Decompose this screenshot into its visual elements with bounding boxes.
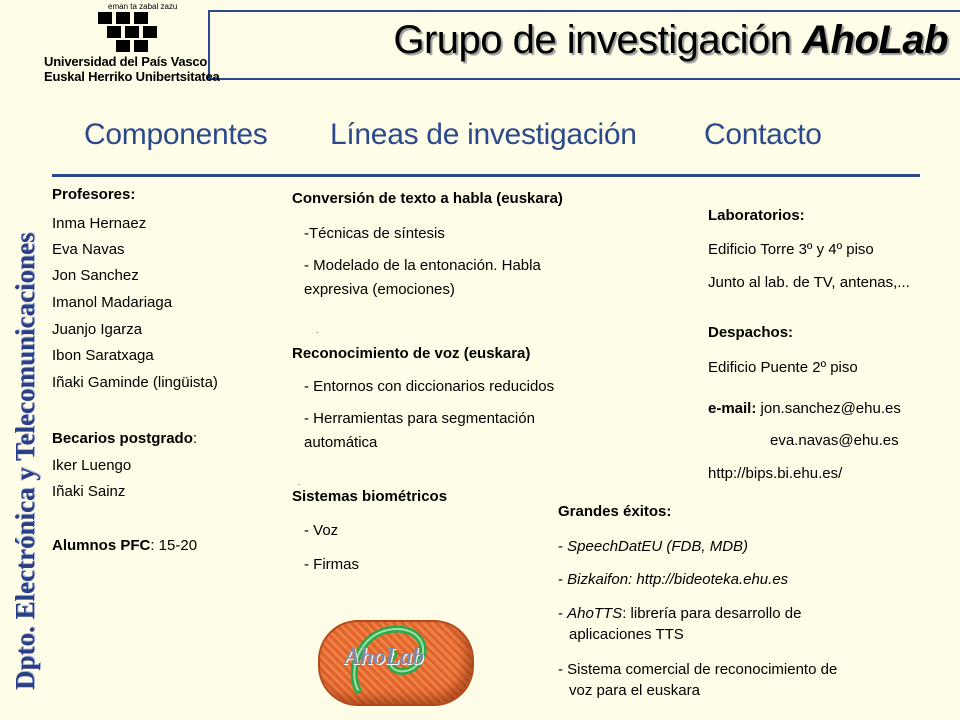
university-name: Universidad del País Vasco <box>44 54 208 69</box>
nav-lineas[interactable]: Líneas de investigación <box>330 118 637 151</box>
exito-item-cont: aplicaciones TTS <box>569 626 684 643</box>
tts-item: expresiva (emociones) <box>304 281 455 298</box>
separator-dot: . <box>316 326 319 335</box>
exito-item: - Sistema comercial de reconocimiento de <box>558 661 838 678</box>
nav-divider <box>52 174 920 177</box>
asr-item: - Herramientas para segmentación <box>304 410 535 427</box>
nav-componentes[interactable]: Componentes <box>84 118 268 151</box>
website-link[interactable]: http://bips.bi.ehu.es/ <box>708 465 843 482</box>
exito-item: - Bizkaifon: http://bideoteka.ehu.es <box>558 571 789 588</box>
university-name-basque: Euskal Herriko Unibertsitatea <box>44 69 220 84</box>
department-label: Dpto. Electrónica y Telecomunicaciones <box>10 232 40 690</box>
tts-item: -Técnicas de síntesis <box>304 225 445 242</box>
exito-item: - SpeechDatEU (FDB, MDB) <box>558 538 749 555</box>
lab-line: Edificio Torre 3º y 4º piso <box>708 241 874 258</box>
nav-contacto[interactable]: Contacto <box>704 118 822 151</box>
despachos-line: Edificio Puente 2º piso <box>708 359 858 376</box>
becario-item: Iker Luengo <box>52 457 132 474</box>
email-2[interactable]: eva.navas@ehu.es <box>770 432 899 449</box>
page-title: Grupo de investigación AhoLab <box>393 18 948 62</box>
tts-heading: Conversión de texto a habla (euskara) <box>292 190 563 207</box>
becarios-heading: Becarios postgrado: <box>52 430 198 447</box>
profesor-item: Jon Sanchez <box>52 267 139 284</box>
email-line: e-mail: jon.sanchez@ehu.es <box>708 400 901 417</box>
despachos-heading: Despachos: <box>708 324 794 341</box>
profesor-item: Iñaki Gaminde (lingüista) <box>52 374 218 391</box>
becario-item: Iñaki Sainz <box>52 483 126 500</box>
separator-dot: . <box>298 478 301 487</box>
profesor-item: Juanjo Igarza <box>52 321 143 338</box>
aholab-logo-text: AhoLab <box>344 644 425 670</box>
bio-heading: Sistemas biométricos <box>292 488 448 505</box>
logo-tagline: eman ta zabal zazu <box>108 2 178 11</box>
university-logo-icon <box>96 10 166 54</box>
profesor-item: Imanol Madariaga <box>52 294 173 311</box>
bio-item: - Voz <box>304 522 339 539</box>
asr-item: automática <box>304 434 378 451</box>
asr-item: - Entornos con diccionarios reducidos <box>304 378 555 395</box>
alumnos-line: Alumnos PFC: 15-20 <box>52 537 198 554</box>
asr-heading: Reconocimiento de voz (euskara) <box>292 345 531 362</box>
lab-heading: Laboratorios: <box>708 207 805 224</box>
exito-item-cont: voz para el euskara <box>569 682 700 699</box>
exito-item: - AhoTTS: librería para desarrollo de <box>558 605 802 622</box>
profesores-heading: Profesores: <box>52 186 136 203</box>
tts-item: - Modelado de la entonación. Habla <box>304 257 541 274</box>
exitos-heading: Grandes éxitos: <box>558 503 672 520</box>
bio-item: - Firmas <box>304 556 359 573</box>
lab-line: Junto al lab. de TV, antenas,... <box>708 274 910 291</box>
profesor-item: Eva Navas <box>52 241 125 258</box>
profesor-item: Inma Hernaez <box>52 215 147 232</box>
profesor-item: Ibon Saratxaga <box>52 347 154 364</box>
